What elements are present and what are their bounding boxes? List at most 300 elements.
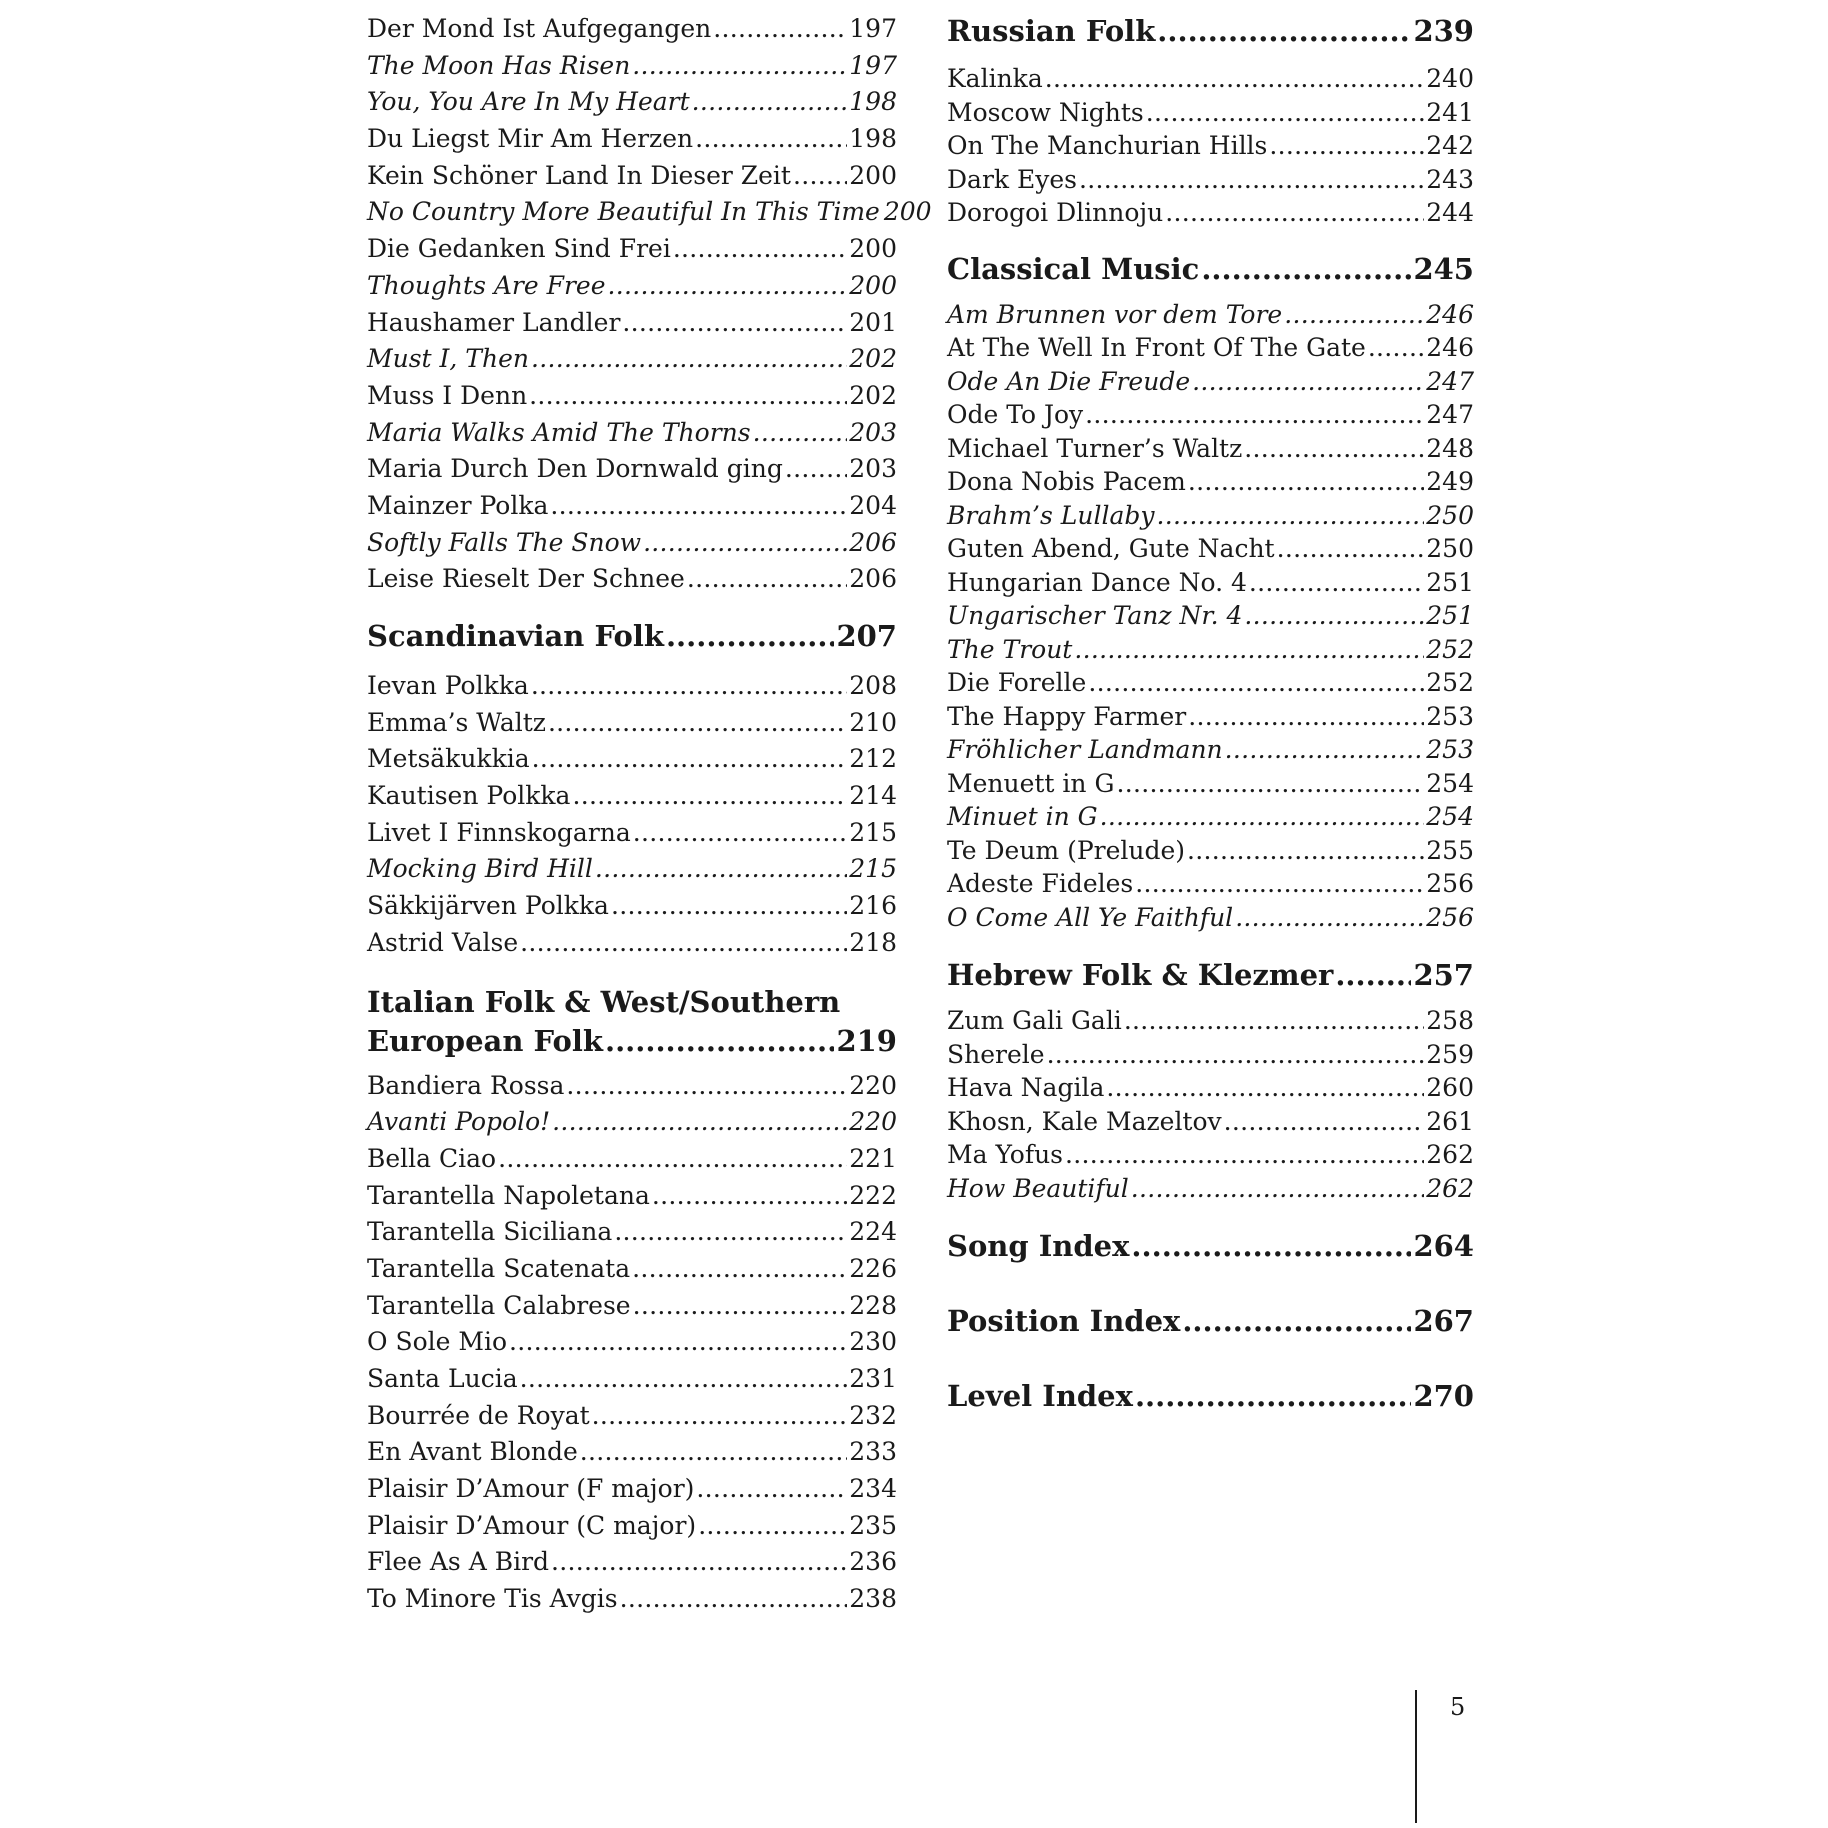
toc-entry[interactable] xyxy=(367,818,897,855)
entry-page: 233 xyxy=(849,1437,897,1467)
entry-page: 202 xyxy=(849,344,897,374)
entry-page: 253 xyxy=(1426,735,1474,764)
entry-title: Bella Ciao xyxy=(367,1143,497,1173)
toc-entry[interactable] xyxy=(947,668,1474,702)
entry-page: 210 xyxy=(849,707,897,737)
toc-entry[interactable] xyxy=(367,87,897,124)
dot-leader xyxy=(1335,958,1411,992)
entry-title: Dona Nobis Pacem xyxy=(947,467,1186,496)
section-heading-russian[interactable] xyxy=(947,14,1474,64)
entry-page: 215 xyxy=(849,817,897,847)
toc-entry[interactable] xyxy=(367,671,897,708)
toc-entry[interactable] xyxy=(367,1511,897,1548)
entry-title: Flee As A Bird xyxy=(367,1547,550,1577)
dot-leader xyxy=(673,234,847,263)
toc-entry[interactable] xyxy=(947,836,1474,870)
dot-leader xyxy=(633,1291,848,1320)
entry-page: 241 xyxy=(1426,97,1474,127)
entry-title: Leise Rieselt Der Schnee xyxy=(367,564,685,594)
entry-page: 232 xyxy=(849,1400,897,1430)
toc-group-scandinavian xyxy=(367,671,897,965)
index-heading[interactable] xyxy=(947,1304,1474,1379)
toc-entry[interactable] xyxy=(367,234,897,271)
dot-leader xyxy=(605,1022,834,1061)
dot-leader xyxy=(1188,702,1424,731)
dot-leader xyxy=(713,14,847,43)
dot-leader xyxy=(1124,1006,1424,1035)
entry-page: 206 xyxy=(849,527,897,557)
entry-page: 260 xyxy=(1426,1073,1474,1102)
entry-page: 252 xyxy=(1426,668,1474,697)
entry-title: Dark Eyes xyxy=(947,164,1077,194)
toc-entry[interactable] xyxy=(367,744,897,781)
entry-page: 256 xyxy=(1426,902,1474,932)
entry-title: How Beautiful xyxy=(947,1173,1129,1203)
entry-title: Adeste Fideles xyxy=(947,869,1134,898)
dot-leader xyxy=(1116,769,1424,798)
entry-title: Ode To Joy xyxy=(947,400,1084,429)
entry-title: Thoughts Are Free xyxy=(367,270,606,300)
entry-title: Guten Abend, Gute Nacht xyxy=(947,534,1275,563)
toc-entry[interactable] xyxy=(947,568,1474,602)
entry-title: Säkkijärven Polkka xyxy=(367,891,609,921)
entry-title: Michael Turner’s Waltz xyxy=(947,433,1243,463)
toc-entry[interactable] xyxy=(367,928,897,965)
dot-leader xyxy=(614,1217,847,1246)
entry-page: 200 xyxy=(849,234,897,264)
entry-title: Sherele xyxy=(947,1039,1045,1069)
entry-title: Must I, Then xyxy=(367,344,529,374)
dot-leader xyxy=(753,418,848,447)
section-page: 207 xyxy=(836,619,897,653)
toc-entry[interactable] xyxy=(947,1107,1474,1141)
toc-entry[interactable] xyxy=(367,197,932,234)
dot-leader xyxy=(793,161,847,190)
dot-leader xyxy=(696,1474,847,1503)
dot-leader xyxy=(1244,434,1424,463)
toc-entry[interactable] xyxy=(367,528,897,565)
entry-page: 208 xyxy=(849,671,897,700)
section-heading-scandinavian[interactable] xyxy=(367,619,897,671)
dot-leader xyxy=(1269,131,1424,160)
dot-leader xyxy=(1192,367,1424,396)
toc-entry[interactable] xyxy=(947,534,1474,568)
dot-leader xyxy=(509,1327,847,1356)
dot-leader xyxy=(687,564,847,593)
entry-page: 248 xyxy=(1426,433,1474,463)
toc-entry[interactable] xyxy=(367,708,897,745)
toc-entry[interactable] xyxy=(367,14,897,51)
toc-entry[interactable] xyxy=(367,308,897,345)
page-rule xyxy=(1415,1690,1417,1823)
entry-page: 222 xyxy=(849,1180,897,1210)
toc-entry[interactable] xyxy=(947,198,1474,232)
dot-leader xyxy=(580,1437,848,1466)
toc-entry[interactable] xyxy=(367,1437,897,1474)
entry-page: 230 xyxy=(849,1327,897,1357)
section-title: Classical Music xyxy=(947,251,1200,286)
entry-title: Ungarischer Tanz Nr. 4 xyxy=(947,601,1243,630)
entry-page: 215 xyxy=(849,854,897,884)
entry-title: Haushamer Landler xyxy=(367,307,621,337)
entry-page: 243 xyxy=(1426,164,1474,194)
section-title: Scandinavian Folk xyxy=(367,619,664,653)
entry-page: 203 xyxy=(849,417,897,447)
entry-title: Kein Schöner Land In Dieser Zeit xyxy=(367,160,791,190)
toc-entry[interactable] xyxy=(947,165,1474,199)
toc-entry[interactable] xyxy=(947,1174,1474,1208)
entry-title: You, You Are In My Heart xyxy=(367,87,690,117)
dot-leader xyxy=(551,1547,847,1576)
entry-page: 216 xyxy=(849,891,897,921)
toc-entry[interactable] xyxy=(367,891,897,928)
dot-leader xyxy=(1100,802,1425,831)
toc-entry[interactable] xyxy=(947,802,1474,836)
index-heading[interactable] xyxy=(947,1379,1474,1454)
entry-title: Fröhlicher Landmann xyxy=(947,735,1223,764)
toc-entry[interactable] xyxy=(947,64,1474,98)
dot-leader xyxy=(1182,1304,1411,1338)
dot-leader xyxy=(552,1107,847,1136)
dot-leader xyxy=(1085,400,1424,429)
section-title: Hebrew Folk & Klezmer xyxy=(947,958,1334,992)
entry-page: 261 xyxy=(1426,1106,1474,1136)
toc-right-column xyxy=(947,14,1474,1454)
entry-page: 238 xyxy=(849,1584,897,1614)
toc-entry[interactable] xyxy=(367,1107,897,1144)
toc-entry[interactable] xyxy=(367,1327,897,1364)
entry-title: Maria Durch Den Dornwald ging xyxy=(367,454,783,484)
toc-entry[interactable] xyxy=(367,1291,897,1328)
dot-leader xyxy=(611,891,847,920)
entry-page: 250 xyxy=(1426,534,1474,563)
toc-entry[interactable] xyxy=(367,1364,897,1401)
dot-leader xyxy=(520,928,847,957)
entry-page: 259 xyxy=(1426,1039,1474,1069)
entry-title: Kautisen Polkka xyxy=(367,781,571,811)
toc-entry[interactable] xyxy=(367,491,897,528)
entry-page: 212 xyxy=(849,744,897,774)
dot-leader xyxy=(1135,1379,1412,1413)
entry-title: Die Forelle xyxy=(947,668,1087,697)
toc-entry[interactable] xyxy=(367,564,897,601)
toc-entry[interactable] xyxy=(947,400,1474,434)
entry-page: 197 xyxy=(849,14,897,43)
section-page: 257 xyxy=(1413,958,1474,992)
dot-leader xyxy=(608,271,848,300)
toc-left-column xyxy=(367,14,932,1621)
toc-entry[interactable] xyxy=(947,1006,1474,1040)
entry-page: 220 xyxy=(849,1070,897,1100)
dot-leader xyxy=(1284,300,1424,329)
entry-title: Bandiera Rossa xyxy=(367,1070,565,1100)
toc-entry[interactable] xyxy=(947,702,1474,736)
section-heading-hebrew[interactable] xyxy=(947,958,1474,1006)
toc-entry[interactable] xyxy=(367,271,897,308)
entry-page: 253 xyxy=(1426,701,1474,731)
dot-leader xyxy=(1065,1140,1424,1169)
toc-entry[interactable] xyxy=(367,1181,897,1218)
entry-title: Astrid Valse xyxy=(367,927,519,957)
dot-leader xyxy=(1368,333,1424,362)
dot-leader xyxy=(1106,1073,1424,1102)
entry-title: Die Gedanken Sind Frei xyxy=(367,234,671,264)
dot-leader xyxy=(566,1071,847,1100)
entry-title: O Sole Mio xyxy=(367,1327,508,1357)
toc-entry[interactable] xyxy=(367,1254,897,1291)
section-page: 267 xyxy=(1413,1304,1474,1338)
entry-page: 242 xyxy=(1426,131,1474,160)
entry-page: 254 xyxy=(1426,802,1474,831)
page-number: 5 xyxy=(1450,1693,1466,1721)
toc-entry[interactable] xyxy=(947,131,1474,165)
entry-title: Emma’s Waltz xyxy=(367,707,546,737)
entry-page: 198 xyxy=(849,87,897,117)
section-page: 239 xyxy=(1413,14,1474,48)
entry-title: Te Deum (Prelude) xyxy=(947,835,1186,865)
entry-title: Maria Walks Amid The Thorns xyxy=(367,417,751,447)
dot-leader xyxy=(1157,14,1411,48)
dot-leader xyxy=(1187,836,1424,865)
toc-entry[interactable] xyxy=(367,124,897,161)
entry-page: 234 xyxy=(849,1474,897,1504)
toc-entry[interactable] xyxy=(947,98,1474,132)
entry-title: Kalinka xyxy=(947,64,1043,93)
entry-page: 258 xyxy=(1426,1006,1474,1035)
entry-title: Tarantella Calabrese xyxy=(367,1290,631,1320)
dot-leader xyxy=(498,1144,847,1173)
dot-leader xyxy=(1088,668,1424,697)
dot-leader xyxy=(1165,198,1424,227)
entry-title: Ma Yofus xyxy=(947,1140,1064,1169)
entry-page: 235 xyxy=(849,1510,897,1540)
toc-entry[interactable] xyxy=(367,1547,897,1584)
dot-leader xyxy=(1201,252,1411,286)
entry-title: Minuet in G xyxy=(947,802,1098,831)
entry-page: 250 xyxy=(1426,500,1474,530)
entry-page: 202 xyxy=(849,380,897,410)
entry-title: Softly Falls The Snow xyxy=(367,527,642,557)
entry-title: At The Well In Front Of The Gate xyxy=(947,333,1366,362)
entry-title: Du Liegst Mir Am Herzen xyxy=(367,124,694,154)
entry-page: 226 xyxy=(849,1253,897,1283)
entry-page: 218 xyxy=(849,927,897,957)
dot-leader xyxy=(1156,501,1424,530)
toc-entry[interactable] xyxy=(367,51,897,88)
dot-leader xyxy=(695,124,847,153)
entry-page: 198 xyxy=(849,124,897,154)
entry-title: Dorogoi Dlinnoju xyxy=(947,198,1164,227)
section-title: Song Index xyxy=(947,1229,1130,1263)
dot-leader xyxy=(620,1584,848,1613)
dot-leader xyxy=(633,818,848,847)
entry-title: Tarantella Napoletana xyxy=(367,1180,650,1210)
dot-leader xyxy=(652,1181,847,1210)
entry-title: En Avant Blonde xyxy=(367,1437,578,1467)
section-title: Position Index xyxy=(947,1304,1181,1338)
dot-leader xyxy=(531,671,847,700)
entry-title: Hungarian Dance No. 4 xyxy=(947,567,1247,597)
dot-leader xyxy=(1079,165,1424,194)
toc-group-german-folk xyxy=(367,14,932,601)
toc-entry[interactable] xyxy=(947,434,1474,468)
dot-leader xyxy=(643,528,847,557)
entry-page: 204 xyxy=(849,490,897,520)
section-title: Level Index xyxy=(947,1379,1133,1413)
entry-page: 252 xyxy=(1426,634,1474,664)
toc-entry[interactable] xyxy=(947,300,1474,334)
entry-page: 200 xyxy=(883,197,932,227)
dot-leader xyxy=(1135,869,1424,898)
entry-page: 240 xyxy=(1426,64,1474,93)
dot-leader xyxy=(592,1401,848,1430)
index-heading[interactable] xyxy=(947,1229,1474,1304)
toc-entry[interactable] xyxy=(947,735,1474,769)
dot-leader xyxy=(1235,903,1424,932)
dot-leader xyxy=(1244,601,1424,630)
dot-leader xyxy=(1225,735,1425,764)
toc-entry[interactable] xyxy=(947,501,1474,535)
dot-leader xyxy=(1045,64,1425,93)
toc-entry[interactable] xyxy=(947,1040,1474,1074)
entry-page: 236 xyxy=(849,1547,897,1577)
section-heading-italian[interactable] xyxy=(367,983,897,1061)
toc-entry[interactable] xyxy=(947,1140,1474,1174)
toc-entry[interactable] xyxy=(947,601,1474,635)
toc-entry[interactable] xyxy=(947,333,1474,367)
entry-title: No Country More Beautiful In This Time xyxy=(367,197,880,227)
section-page: 264 xyxy=(1413,1229,1474,1263)
entry-title: To Minore Tis Avgis xyxy=(367,1584,618,1614)
entry-title: Am Brunnen vor dem Tore xyxy=(947,299,1283,329)
dot-leader xyxy=(548,708,847,737)
toc-entry[interactable] xyxy=(367,344,897,381)
section-page: 270 xyxy=(1413,1379,1474,1413)
entry-title: Mocking Bird Hill xyxy=(367,854,593,884)
dot-leader xyxy=(622,308,847,337)
entry-title: Bourrée de Royat xyxy=(367,1400,590,1430)
toc-entry[interactable] xyxy=(367,1217,897,1254)
entry-page: 247 xyxy=(1426,366,1474,396)
entry-title: Livet I Finnskogarna xyxy=(367,817,631,847)
entry-title: Ievan Polkka xyxy=(367,671,529,700)
entry-title: Santa Lucia xyxy=(367,1364,518,1393)
entry-page: 228 xyxy=(849,1290,897,1320)
entry-title: On The Manchurian Hills xyxy=(947,131,1268,160)
entry-page: 220 xyxy=(849,1107,897,1137)
toc-entry[interactable] xyxy=(947,869,1474,903)
toc-entry[interactable] xyxy=(367,1474,897,1511)
toc-entry[interactable] xyxy=(947,635,1474,669)
dot-leader xyxy=(1131,1174,1425,1203)
toc-entry[interactable] xyxy=(367,781,897,818)
dot-leader xyxy=(520,1364,848,1393)
dot-leader xyxy=(692,87,848,116)
entry-page: 251 xyxy=(1426,601,1474,630)
toc-entry[interactable] xyxy=(367,418,897,455)
entry-title: Mainzer Polka xyxy=(367,490,549,520)
entry-title: Ode An Die Freude xyxy=(947,366,1191,396)
entry-title: O Come All Ye Faithful xyxy=(947,902,1234,932)
entry-page: 224 xyxy=(849,1217,897,1247)
entry-page: 214 xyxy=(849,781,897,811)
entry-title: Metsäkukkia xyxy=(367,744,530,774)
entry-title: Brahm’s Lullaby xyxy=(947,500,1155,530)
dot-leader xyxy=(1188,467,1424,496)
entry-title: Tarantella Scatenata xyxy=(367,1253,631,1283)
toc-entry[interactable] xyxy=(367,1401,897,1438)
entry-page: 244 xyxy=(1426,198,1474,227)
toc-entry[interactable] xyxy=(367,1144,897,1181)
entry-page: 246 xyxy=(1426,333,1474,362)
toc-entry[interactable] xyxy=(947,367,1474,401)
dot-leader xyxy=(1131,1229,1411,1263)
toc-entry[interactable] xyxy=(947,467,1474,501)
entry-title: Hava Nagila xyxy=(947,1073,1105,1102)
dot-leader xyxy=(666,619,835,653)
toc-entry[interactable] xyxy=(947,903,1474,937)
dot-leader xyxy=(632,51,847,80)
entry-title: Plaisir D’Amour (C major) xyxy=(367,1510,697,1540)
section-page: 219 xyxy=(836,1023,897,1058)
toc-group-indexes xyxy=(947,1229,1474,1454)
entry-page: 200 xyxy=(849,270,897,300)
dot-leader xyxy=(595,854,847,883)
entry-page: 262 xyxy=(1426,1173,1474,1203)
toc-entry[interactable] xyxy=(367,1584,897,1621)
entry-title: Muss I Denn xyxy=(367,380,528,410)
entry-title: Tarantella Siciliana xyxy=(367,1217,613,1247)
entry-title: The Trout xyxy=(947,634,1073,664)
entry-page: 201 xyxy=(849,307,897,337)
dot-leader xyxy=(1146,98,1425,127)
entry-page: 254 xyxy=(1426,768,1474,798)
dot-leader xyxy=(785,454,847,483)
toc-group-classical xyxy=(947,300,1474,937)
entry-page: 249 xyxy=(1426,467,1474,496)
entry-page: 203 xyxy=(849,454,897,484)
toc-entry[interactable] xyxy=(367,381,897,418)
dot-leader xyxy=(529,381,847,410)
entry-title: Der Mond Ist Aufgegangen xyxy=(367,14,712,43)
toc-entry[interactable] xyxy=(367,1071,897,1108)
dot-leader xyxy=(1074,635,1424,664)
toc-entry[interactable] xyxy=(367,161,897,198)
section-heading-classical[interactable] xyxy=(947,252,1474,300)
entry-title: Khosn, Kale Mazeltov xyxy=(947,1106,1222,1136)
dot-leader xyxy=(550,491,847,520)
dot-leader xyxy=(1249,568,1424,597)
toc-entry[interactable] xyxy=(367,454,897,491)
entry-page: 197 xyxy=(849,50,897,80)
dot-leader xyxy=(531,344,847,373)
toc-entry[interactable] xyxy=(947,769,1474,803)
dot-leader xyxy=(698,1511,847,1540)
toc-entry[interactable] xyxy=(367,854,897,891)
section-title: Russian Folk xyxy=(947,14,1156,48)
dot-leader xyxy=(532,744,848,773)
entry-page: 247 xyxy=(1426,400,1474,429)
toc-entry[interactable] xyxy=(947,1073,1474,1107)
entry-title: Avanti Popolo! xyxy=(367,1107,551,1137)
dot-leader xyxy=(1224,1107,1425,1136)
entry-page: 206 xyxy=(849,564,897,594)
section-title-line2: European Folk xyxy=(367,1023,603,1058)
dot-leader xyxy=(1047,1040,1425,1069)
section-title-line1: Italian Folk & West/Southern xyxy=(367,984,841,1019)
toc-group-italian xyxy=(367,1071,897,1621)
dot-leader xyxy=(572,781,847,810)
